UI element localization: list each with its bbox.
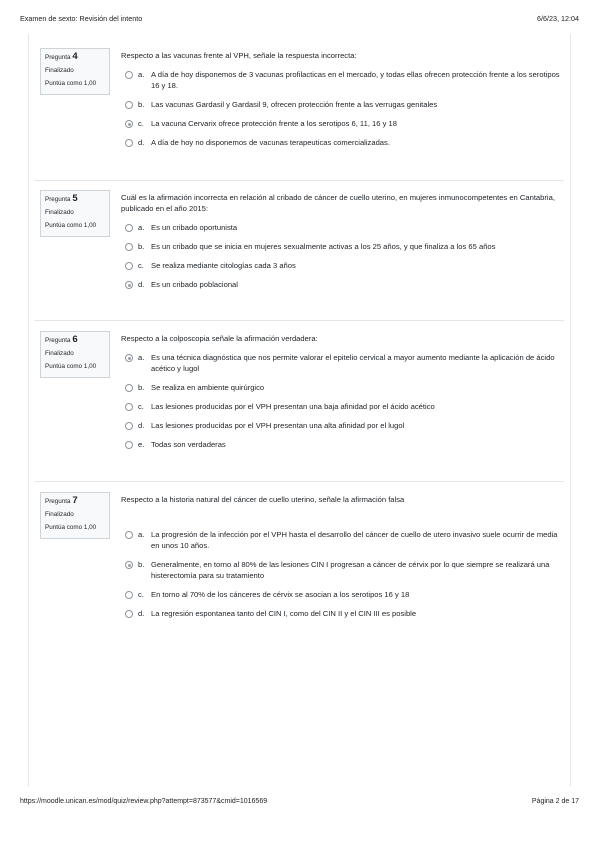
answer-letter: b. — [138, 242, 145, 251]
print-date: 6/6/23, 12:04 — [537, 14, 579, 23]
question-label: Pregunta — [45, 337, 71, 344]
answer-text: Las lesiones producidas por el VPH presentan una baja afinidad por el ácido acético — [151, 402, 435, 411]
answer-letter: a. — [138, 223, 145, 232]
answer-option[interactable] — [121, 382, 561, 393]
answer-list — [121, 529, 561, 619]
answer-option[interactable] — [121, 279, 561, 290]
answer-text: A día de hoy disponemos de 3 vacunas profilacticas en el mercado, y todas ellas ofrecen protección frente a los serotipos 16 y 18. — [151, 70, 560, 90]
answer-option[interactable] — [121, 137, 561, 148]
answer-text: Las vacunas Gardasil y Gardasil 9, ofrecen protección frente a las verrugas genitales — [151, 100, 438, 109]
radio-button[interactable] — [125, 224, 133, 232]
question-state: Finalizado — [45, 209, 74, 216]
question-content — [121, 50, 561, 156]
answer-text: La vacuna Cervarix ofrece protección frente a los serotipos 6, 11, 16 y 18 — [151, 119, 397, 128]
question-label: Pregunta — [45, 54, 71, 61]
radio-button[interactable] — [125, 591, 133, 599]
radio-button-selected[interactable] — [125, 561, 133, 569]
answer-option[interactable] — [121, 439, 561, 450]
question-label: Pregunta — [45, 498, 71, 505]
question-separator — [34, 481, 564, 482]
radio-button[interactable] — [125, 101, 133, 109]
question-text: Respecto a la colposcopia señale la afirmación verdadera: — [121, 334, 318, 343]
page-url: https://moodle.unican.es/mod/quiz/review.php?attempt=873577&cmid=1016569 — [20, 798, 268, 805]
answer-option[interactable] — [121, 529, 561, 551]
answer-letter: c. — [138, 590, 144, 599]
question-text: Cuál es la afirmación incorrecta en relación al cribado de cáncer de cuello uterino, en mujeres inmunocompetentes en Cantabria, publicado en el año 2015: — [121, 193, 555, 213]
question-grade: Puntúa como 1,00 — [45, 524, 97, 531]
document-title: Examen de sexto: Revisión del intento — [20, 14, 143, 23]
answer-list — [121, 222, 561, 290]
question-info — [40, 48, 110, 95]
answer-letter: a. — [138, 70, 145, 79]
radio-button[interactable] — [125, 531, 133, 539]
radio-button[interactable] — [125, 403, 133, 411]
question-4 — [34, 40, 564, 170]
answer-letter: a. — [138, 530, 145, 539]
question-grade: Puntúa como 1,00 — [45, 80, 97, 87]
question-separator — [34, 180, 564, 181]
question-content — [121, 494, 561, 627]
question-content — [121, 192, 561, 298]
answer-option[interactable] — [121, 559, 561, 581]
answer-text: Se realiza mediante citologías cada 3 años — [151, 261, 296, 270]
answer-text: Es un cribado oportunista — [151, 223, 238, 232]
answer-option[interactable] — [121, 69, 561, 91]
answer-letter: e. — [138, 440, 145, 449]
answer-option[interactable] — [121, 99, 561, 110]
answer-letter: a. — [138, 353, 145, 362]
radio-button-selected[interactable] — [125, 120, 133, 128]
answer-text: La progresión de la infección por el VPH hasta el desarrollo del cáncer de cuello de utero invasivo suele ocurrir de media en unos 10 años. — [151, 530, 558, 550]
question-6 — [34, 323, 564, 473]
answer-list — [121, 69, 561, 148]
question-grade: Puntúa como 1,00 — [45, 222, 97, 229]
question-number-value: 7 — [72, 495, 78, 506]
answer-option[interactable] — [121, 260, 561, 271]
radio-button[interactable] — [125, 71, 133, 79]
question-info — [40, 190, 110, 237]
question-number-value: 5 — [72, 193, 78, 204]
answer-text: Se realiza en ambiente quirúrgico — [151, 383, 265, 392]
question-text: Respecto a las vacunas frente al VPH, señale la respuesta incorrecta: — [121, 51, 357, 60]
question-number-value: 4 — [72, 51, 78, 62]
answer-text: La regresión espontanea tanto del CIN I, como del CIN II y el CIN III es posible — [151, 609, 417, 618]
radio-button[interactable] — [125, 422, 133, 430]
radio-button[interactable] — [125, 139, 133, 147]
answer-option[interactable] — [121, 608, 561, 619]
question-number — [45, 497, 105, 506]
answer-option[interactable] — [121, 222, 561, 233]
answer-text: En torno al 70% de los cánceres de cérvix se asocian a los serotipos 16 y 18 — [151, 590, 410, 599]
question-state: Finalizado — [45, 67, 74, 74]
radio-button[interactable] — [125, 441, 133, 449]
question-state: Finalizado — [45, 511, 74, 518]
answer-option[interactable] — [121, 118, 561, 129]
question-5 — [34, 182, 564, 312]
print-header — [0, 14, 599, 26]
question-info — [40, 492, 110, 539]
radio-button[interactable] — [125, 243, 133, 251]
page-number: Página 2 de 17 — [531, 798, 579, 805]
question-text: Respecto a la historia natural del cáncer de cuello uterino, señale la afirmación falsa — [121, 495, 405, 504]
question-number — [45, 195, 105, 204]
answer-letter: d. — [138, 609, 145, 618]
question-label: Pregunta — [45, 196, 71, 203]
radio-button[interactable] — [125, 384, 133, 392]
question-number-value: 6 — [72, 334, 78, 345]
question-info — [40, 331, 110, 378]
question-separator — [34, 320, 564, 321]
answer-letter: c. — [138, 119, 144, 128]
question-number — [45, 336, 105, 345]
answer-text: Generalmente, en torno al 80% de las lesiones CIN I progresan a cáncer de cérvix por lo que siempre se realizará una histerectomía para su tratamiento — [151, 560, 550, 580]
answer-text: Todas son verdaderas — [151, 440, 226, 449]
question-7 — [34, 484, 564, 654]
answer-letter: d. — [138, 280, 145, 289]
radio-button[interactable] — [125, 262, 133, 270]
answer-option[interactable] — [121, 352, 561, 374]
radio-button-selected[interactable] — [125, 281, 133, 289]
question-grade: Puntúa como 1,00 — [45, 363, 97, 370]
answer-list — [121, 352, 561, 450]
answer-letter: b. — [138, 100, 145, 109]
answer-option[interactable] — [121, 589, 561, 600]
answer-letter: b. — [138, 383, 145, 392]
answer-text: A día de hoy no disponemos de vacunas terapeuticas comercializadas. — [151, 138, 390, 147]
answer-text: Las lesiones producidas por el VPH presentan una alta afinidad por el lugol — [151, 421, 405, 430]
answer-option[interactable] — [121, 241, 561, 252]
question-state: Finalizado — [45, 350, 74, 357]
answer-letter: c. — [138, 261, 144, 270]
answer-letter: d. — [138, 138, 145, 147]
answer-text: Es un cribado que se inicia en mujeres sexualmente activas a los 25 años, y que finaliza a los 65 años — [151, 242, 496, 251]
print-footer — [0, 798, 599, 810]
radio-button-selected[interactable] — [125, 354, 133, 362]
question-number — [45, 53, 105, 62]
answer-letter: d. — [138, 421, 145, 430]
answer-text: Es un cribado poblacional — [151, 280, 238, 289]
question-content — [121, 333, 561, 458]
answer-letter: c. — [138, 402, 144, 411]
answer-option[interactable] — [121, 420, 561, 431]
answer-option[interactable] — [121, 401, 561, 412]
answer-letter: b. — [138, 560, 145, 569]
answer-text: Es una técnica diagnóstica que nos permite valorar el epitelio cervical a mayor aumento mediante la aplicación de ácido acético y lugol — [151, 353, 555, 373]
radio-button[interactable] — [125, 610, 133, 618]
